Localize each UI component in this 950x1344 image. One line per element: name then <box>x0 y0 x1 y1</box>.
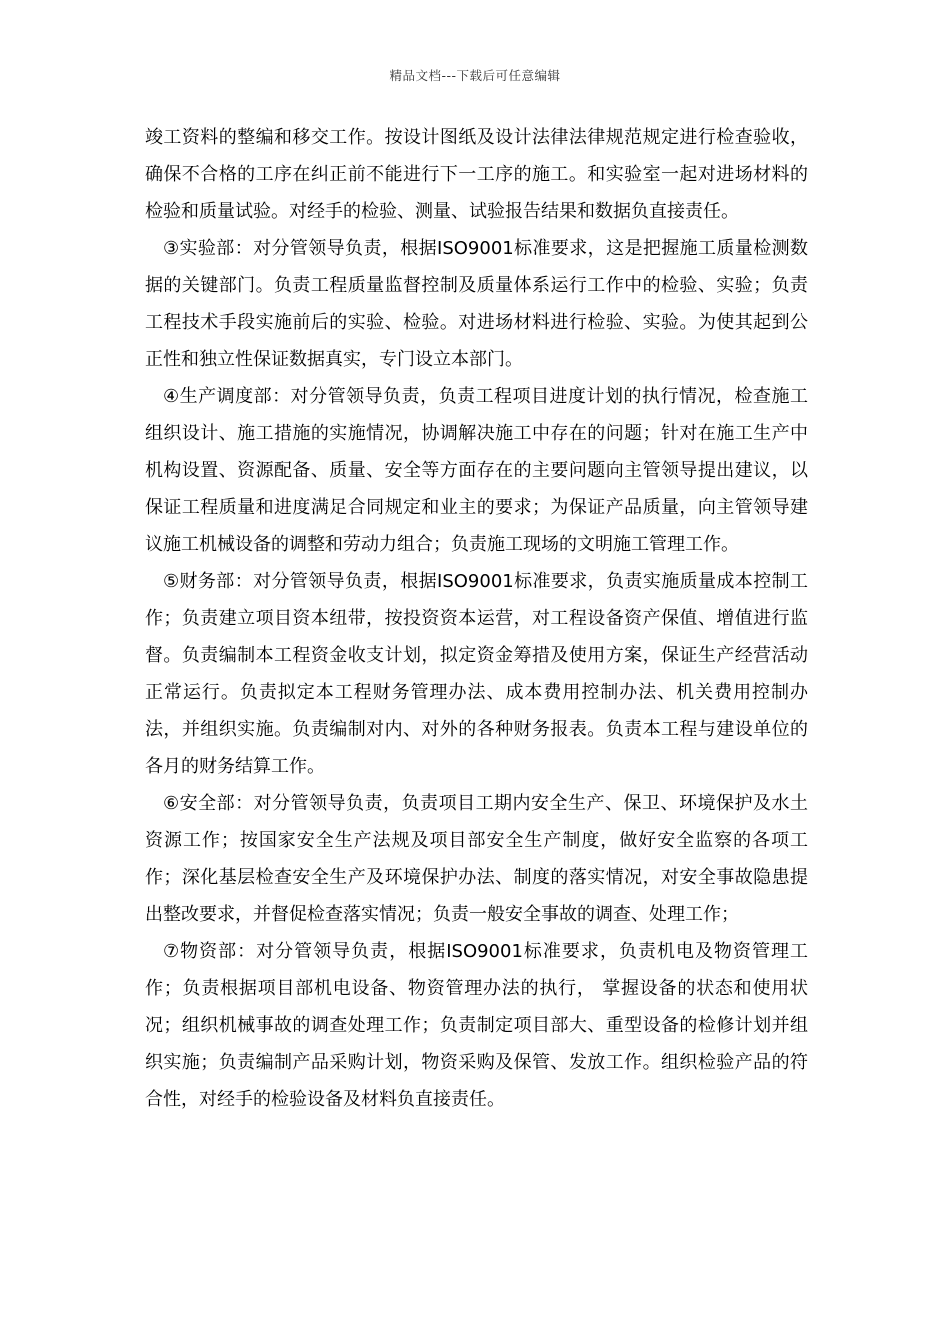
paragraph-materials-dept: ⑦物资部：对分管领导负责，根据ISO9001标准要求，负责机电及物资管理工作；负责根据项目部机电设备、物资管理办法的执行， 掌握设备的状态和使用状况；组织机械事故的调查处理工作；负责制定项目部大、重型设备的检修计划并组织实施；负责编制产品采购计划，物资采购及保管、发放工作。组织检验产品的符合性，对经手的检验设备及材料负直接责任。 <box>145 941 808 1110</box>
paragraph-production-dispatch-dept: ④生产调度部：对分管领导负责，负责工程项目进度计划的执行情况，检查施工组织设计、施工措施的实施情况，协调解决施工中存在的问题；针对在施工生产中机构设置、资源配备、质量、安全等方面存在的主要问题向主管领导提出建议，以保证工程质量和进度满足合同规定和业主的要求；为保证产品质量，向主管领导建议施工机械设备的调整和劳动力组合；负责施工现场的文明施工管理工作。 <box>145 386 808 555</box>
page-header: 精品文档---下载后可任意编辑 <box>389 68 561 83</box>
paragraph-safety-dept: ⑥安全部：对分管领导负责，负责项目工期内安全生产、保卫、环境保护及水土资源工作；按国家安全生产法规及项目部安全生产制度，做好安全监察的各项工作；深化基层检查安全生产及环境保护办法、制度的落实情况，对安全事故隐患提出整改要求，并督促检查落实情况；负责一般安全事故的调查、处理工作； <box>145 793 808 925</box>
paragraph-continuation: 竣工资料的整编和移交工作。按设计图纸及设计法律法律规范规定进行检查验收，确保不合格的工序在纠正前不能进行下一工序的施工。和实验室一起对进场材料的检验和质量试验。对经手的检验、测量、试验报告结果和数据负直接责任。 <box>145 127 808 222</box>
paragraph-lab-dept: ③实验部：对分管领导负责，根据ISO9001标准要求，这是把握施工质量检测数据的关键部门。负责工程质量监督控制及质量体系运行工作中的检验、实验；负责工程技术手段实施前后的实验、检验。对进场材料进行检验、实验。为使其起到公正性和独立性保证数据真实，专门设立本部门。 <box>145 238 808 370</box>
document-body <box>145 119 808 1118</box>
paragraph-finance-dept: ⑤财务部：对分管领导负责，根据ISO9001标准要求，负责实施质量成本控制工作；负责建立项目资本纽带，按投资资本运营，对工程设备资产保值、增值进行监督。负责编制本工程资金收支计划，拟定资金筹措及使用方案，保证生产经营活动正常运行。负责拟定本工程财务管理办法、成本费用控制办法、机关费用控制办法，并组织实施。负责编制对内、对外的各种财务报表。负责本工程与建设单位的各月的财务结算工作。 <box>145 571 808 777</box>
